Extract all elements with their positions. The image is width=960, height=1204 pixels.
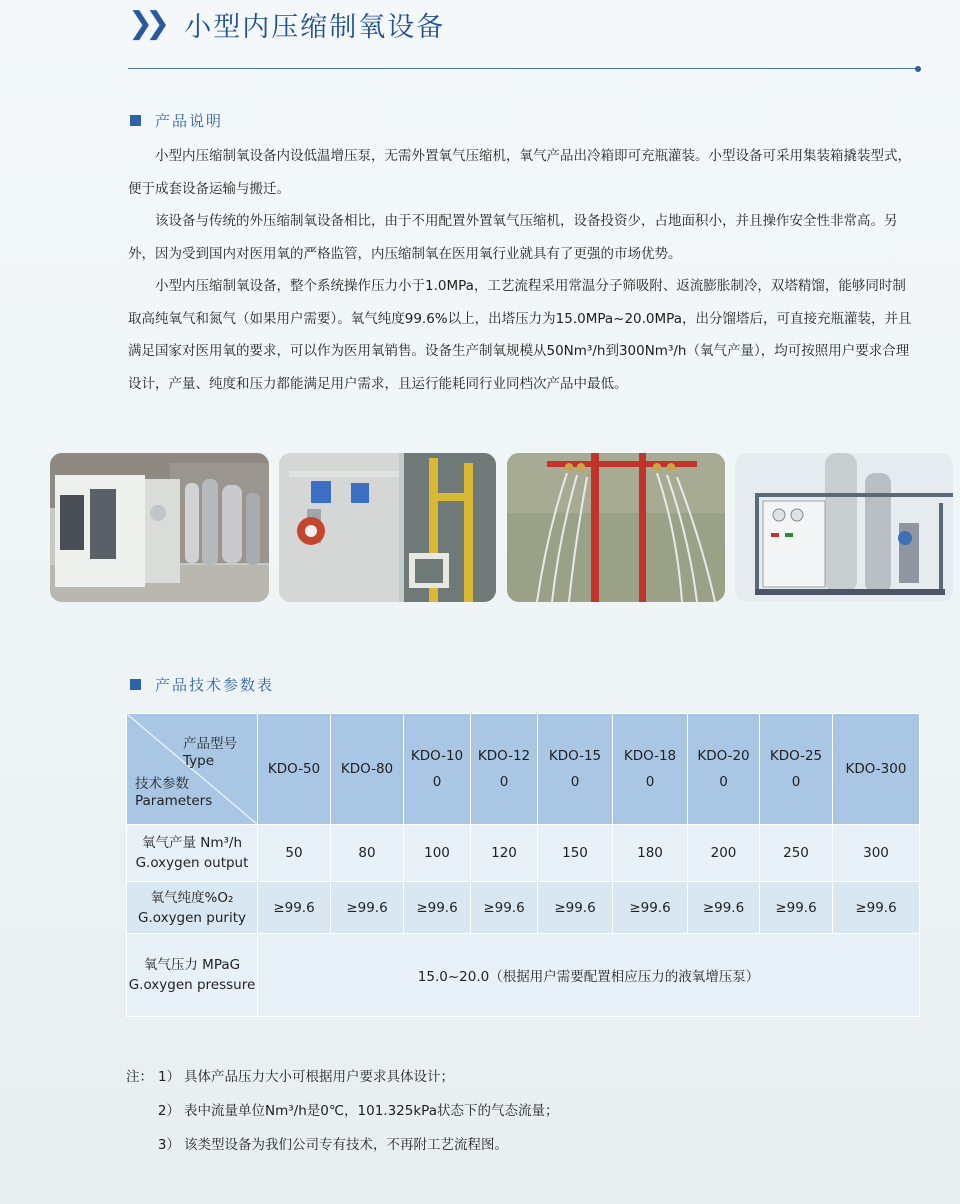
section-heading-specs	[130, 674, 274, 695]
section-heading-description	[130, 110, 223, 131]
corner-type-cn: 产品型号	[183, 736, 237, 752]
photo-compressor-room	[50, 453, 269, 602]
row-label-en: G.oxygen purity	[137, 909, 246, 926]
note-text: 该类型设备为我们公司专有技术，不再附工艺流程图。	[184, 1137, 508, 1153]
corner-type-en: Type	[183, 753, 215, 769]
notes	[126, 1060, 558, 1162]
note-text: 具体产品压力大小可根据用户要求具体设计；	[184, 1069, 454, 1085]
table-cell: ≥99.6	[471, 882, 538, 934]
table-cell: ≥99.6	[538, 882, 613, 934]
description-paragraph: 小型内压缩制氧设备内设低温增压泵，无需外置氧气压缩机，氧气产品出冷箱即可充瓶灌装。小型设备可采用集装箱撬装型式，便于成套设备运输与搬迁。	[128, 148, 911, 197]
table-corner-cell	[127, 714, 258, 825]
note-text: 表中流量单位Nm³/h是0℃，101.325kPa状态下的气态流量；	[184, 1103, 559, 1119]
corner-params-en: Parameters	[135, 793, 213, 809]
note-number: 2）	[157, 1103, 180, 1119]
table-cell: 200	[688, 825, 760, 882]
table-cell: 150	[538, 825, 613, 882]
row-label	[127, 934, 258, 1017]
table-cell: 180	[613, 825, 688, 882]
note-item	[126, 1094, 558, 1128]
table-cell: 300	[833, 825, 920, 882]
table-cell: ≥99.6	[760, 882, 833, 934]
row-label	[127, 882, 258, 934]
spec-table-wrapper	[126, 713, 919, 1017]
table-row-output	[127, 825, 920, 882]
table-cell: ≥99.6	[688, 882, 760, 934]
section-heading-label: 产品说明	[155, 112, 224, 130]
page-title: 小型内压缩制氧设备	[184, 11, 446, 43]
description-paragraph: 小型内压缩制氧设备，整个系统操作压力小于1.0MPa，工艺流程采用常温分子筛吸附、返流膨胀制冷，双塔精馏，能够同时制取高纯氧气和氮气（如果用户需要）。氧气纯度99.6%以上，出塔压力为15.0MPa~20.0MPa，出分馏塔后，可直接充瓶灌装，并且满足国家对医用氧的要求，可以作为医用氧销售。设备生产制氧规模从50Nm³/h到300Nm³/h（氧气产量），均可按照用户要求合理设计，产量、纯度和压力都能满足用户需求，且运行能耗同行业同档次产品中最低。	[128, 278, 912, 392]
model-header: KDO-200	[688, 714, 760, 825]
note-number: 3）	[157, 1137, 180, 1153]
model-header: KDO-120	[471, 714, 538, 825]
photo-piping-filters	[279, 453, 496, 602]
row-label-en: G.oxygen output	[135, 855, 249, 871]
square-bullet-icon	[130, 115, 141, 126]
row-label-cn: 氧气产量 Nm³/h	[141, 835, 243, 851]
table-cell: 50	[258, 825, 331, 882]
model-header: KDO-80	[331, 714, 404, 825]
notes-lead: 注：	[126, 1069, 153, 1085]
table-cell: 80	[331, 825, 404, 882]
row-label-cn: 氧气纯度%O₂	[150, 889, 234, 906]
model-header: KDO-50	[258, 714, 331, 825]
table-cell: ≥99.6	[833, 882, 920, 934]
section-heading-label: 产品技术参数表	[155, 676, 275, 694]
product-description	[128, 140, 918, 400]
table-cell: 120	[471, 825, 538, 882]
corner-params-cn: 技术参数	[135, 776, 189, 792]
note-item	[126, 1060, 558, 1094]
table-cell: 250	[760, 825, 833, 882]
note-number: 1）	[158, 1069, 181, 1085]
model-header: KDO-180	[613, 714, 688, 825]
model-header: KDO-300	[833, 714, 920, 825]
table-row-pressure	[127, 934, 920, 1017]
photo-skid-unit	[735, 453, 953, 602]
description-paragraph: 该设备与传统的外压缩制氧设备相比，由于不用配置外置氧气压缩机，设备投资少，占地面积小，并且操作安全性非常高。另外，因为受到国内对医用氧的严格监管，内压缩制氧在医用氧行业就具有了更强的市场优势。	[128, 213, 898, 262]
row-label-en: G.oxygen pressure	[128, 977, 256, 993]
model-header: KDO-150	[538, 714, 613, 825]
title-divider	[128, 68, 918, 69]
model-header: KDO-100	[404, 714, 471, 825]
table-cell: ≥99.6	[258, 882, 331, 934]
row-label-cn: 氧气压力 MPaG	[143, 957, 241, 973]
model-header: KDO-250	[760, 714, 833, 825]
table-row-purity	[127, 882, 920, 934]
spec-table	[126, 713, 920, 1017]
table-cell: 100	[404, 825, 471, 882]
divider-dot	[915, 66, 921, 72]
note-item	[126, 1128, 558, 1162]
table-cell: ≥99.6	[613, 882, 688, 934]
square-bullet-icon	[130, 679, 141, 690]
pressure-value-cell: 15.0~20.0（根据用户需要配置相应压力的液氧增压泵）	[258, 934, 920, 1017]
table-cell: ≥99.6	[404, 882, 471, 934]
row-label	[127, 825, 258, 882]
table-cell: ≥99.6	[331, 882, 404, 934]
photo-filling-manifold	[507, 453, 725, 602]
table-header-row	[127, 714, 920, 825]
title-row	[128, 4, 445, 44]
double-chevron-icon: ❯❯	[128, 6, 163, 41]
